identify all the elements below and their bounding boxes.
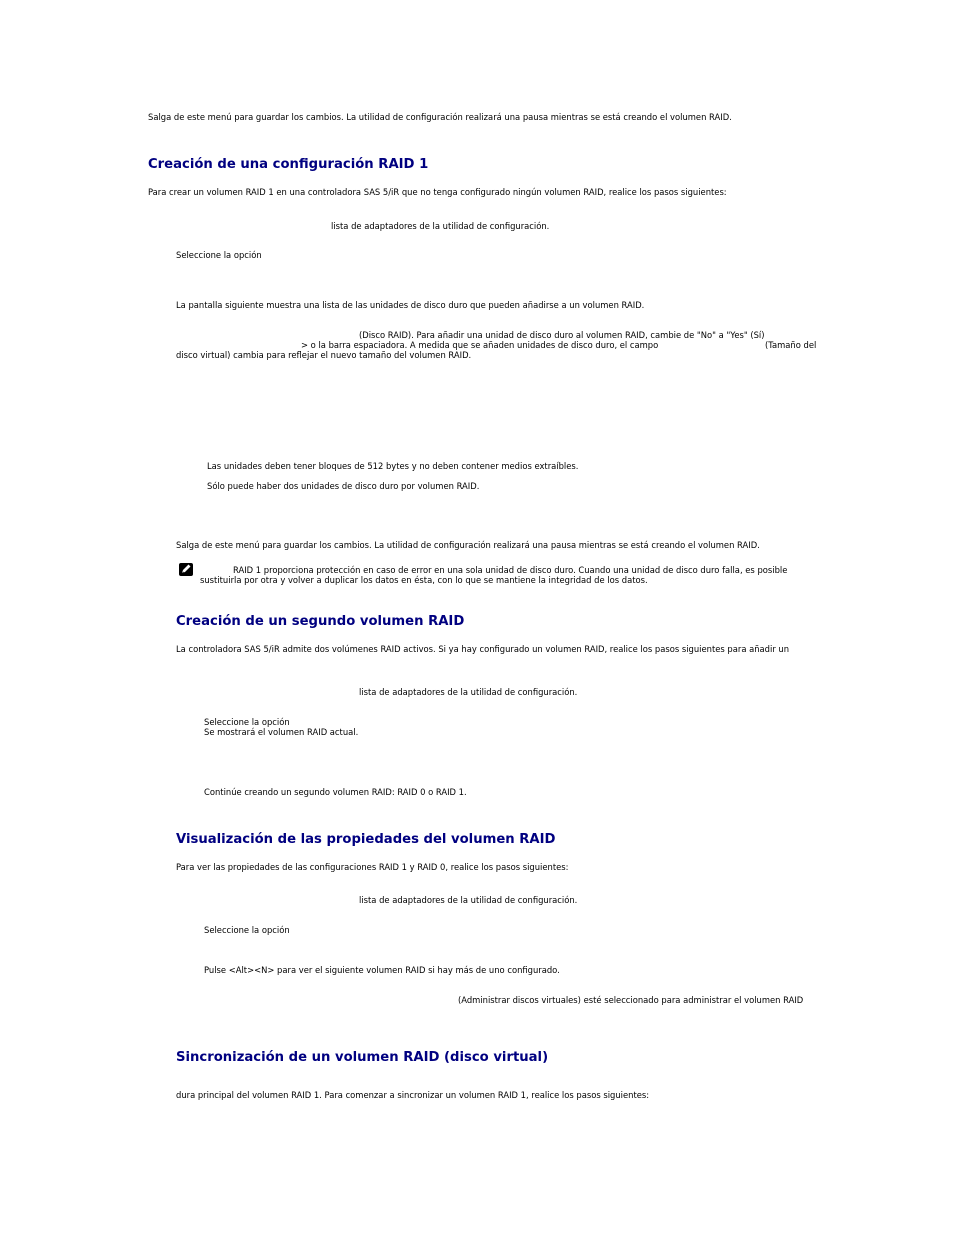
exit-save-paragraph: Salga de este menú para guardar los cambios. La utilidad de configuración realizará una pausa mientras se está creando el volumen RAID. <box>148 112 732 122</box>
second-intro: La controladora SAS 5/iR admite dos volúmenes RAID activos. Si ya hay configurado un volumen RAID, realice los pasos siguientes para añadir un <box>176 644 790 654</box>
note-pencil-icon <box>179 563 193 576</box>
props-step-next: Pulse <Alt><N> para ver el siguiente volumen RAID si hay más de uno configurado. <box>204 965 560 975</box>
props-intro: Para ver las propiedades de las configuraciones RAID 1 y RAID 0, realice los pasos siguientes: <box>176 862 569 872</box>
properties-heading: Visualización de las propiedades del volumen RAID <box>176 832 556 847</box>
raid1-line-a: (Disco RAID). Para añadir una unidad de disco duro al volumen RAID, cambie de "No" a "Yes" (Sí) <box>359 330 765 340</box>
second-volume-heading: Creación de un segundo volumen RAID <box>176 614 465 629</box>
raid1-note-line2: sustituirla por otra y volver a duplicar los datos en ésta, con lo que se mantiene la integridad de los datos. <box>200 575 648 585</box>
raid1-exit: Salga de este menú para guardar los cambios. La utilidad de configuración realizará una pausa mientras se está creando el volumen RAID. <box>176 540 760 550</box>
raid1-note-line1: RAID 1 proporciona protección en caso de error en una sola unidad de disco duro. Cuando una unidad de disco duro falla, es posible <box>233 565 788 575</box>
props-step-manage: (Administrar discos virtuales) esté seleccionado para administrar el volumen RAID <box>458 995 804 1005</box>
second-step-continue: Continúe creando un segundo volumen RAID: RAID 0 o RAID 1. <box>204 787 467 797</box>
second-step-adapters: lista de adaptadores de la utilidad de configuración. <box>359 687 578 697</box>
raid1-step-adapters: lista de adaptadores de la utilidad de configuración. <box>331 221 550 231</box>
sync-heading: Sincronización de un volumen RAID (disco virtual) <box>176 1050 549 1065</box>
raid1-step-select: Seleccione la opción <box>176 250 262 260</box>
second-step-select: Seleccione la opción <box>204 717 290 727</box>
raid1-heading: Creación de una configuración RAID 1 <box>148 157 429 172</box>
sync-intro: dura principal del volumen RAID 1. Para comenzar a sincronizar un volumen RAID 1, realice los pasos siguientes: <box>176 1090 650 1100</box>
raid1-line-b2: (Tamaño del <box>765 340 817 350</box>
raid1-req-blocks: Las unidades deben tener bloques de 512 bytes y no deben contener medios extraíbles. <box>207 461 579 471</box>
raid1-req-two: Sólo puede haber dos unidades de disco duro por volumen RAID. <box>207 481 480 491</box>
props-step-select: Seleccione la opción <box>204 925 290 935</box>
second-step-shown: Se mostrará el volumen RAID actual. <box>204 727 359 737</box>
raid1-line-b1: > o la barra espaciadora. A medida que se añaden unidades de disco duro, el campo <box>301 340 659 350</box>
props-step-adapters: lista de adaptadores de la utilidad de configuración. <box>359 895 578 905</box>
raid1-line-c: disco virtual) cambia para reflejar el nuevo tamaño del volumen RAID. <box>176 350 472 360</box>
raid1-step-list: La pantalla siguiente muestra una lista de las unidades de disco duro que pueden añadirse a un volumen RAID. <box>176 300 645 310</box>
raid1-intro: Para crear un volumen RAID 1 en una controladora SAS 5/iR que no tenga configurado ningún volumen RAID, realice los pasos siguientes: <box>148 187 727 197</box>
